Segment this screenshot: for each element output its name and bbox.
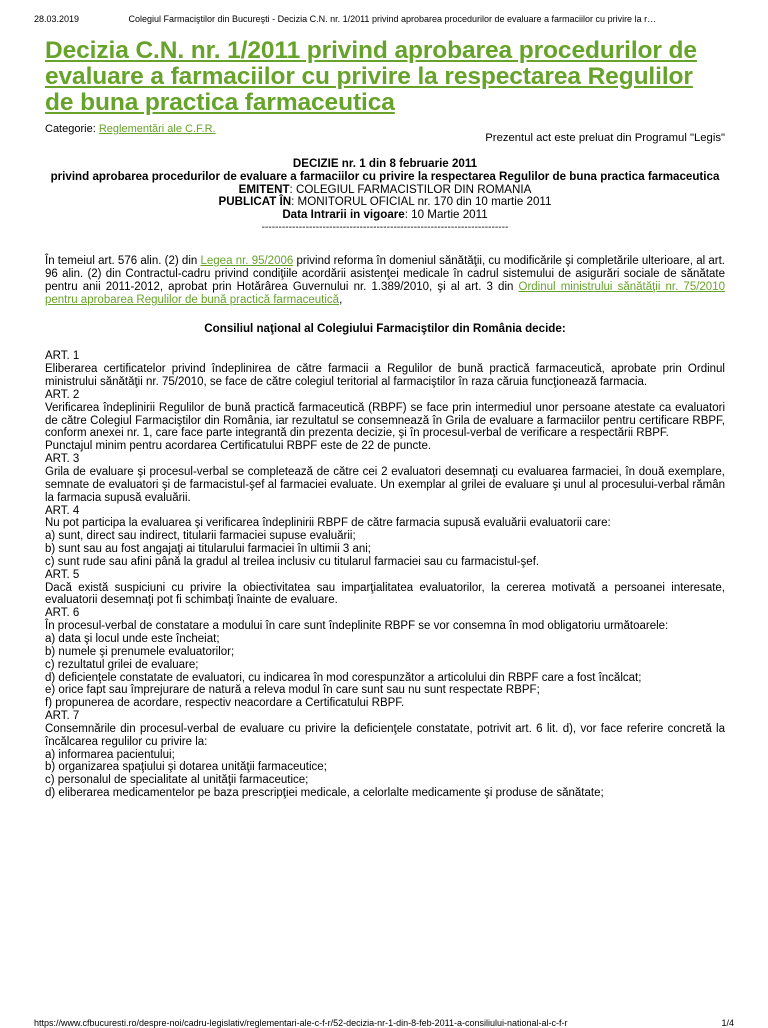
print-header: [34, 14, 734, 24]
intro-text-1: În temeiul art. 576 alin. (2) din: [45, 254, 201, 267]
article-line: Dacă există suspiciuni cu privire la obiectivitatea sau imparţialitatea evaluatorilor, la cererea motivată a persoanei interesate, evaluatorii desemnaţi pot fi schimbaţi înainte de evaluare.: [45, 581, 725, 607]
article-heading: ART. 4: [45, 504, 80, 517]
article-heading: ART. 1: [45, 350, 80, 363]
separator-dashes: -------------------------------------------------------------------------: [261, 221, 509, 233]
publicat-label: PUBLICAT ÎN: [218, 195, 292, 209]
article-line: b) organizarea spaţiului şi dotarea unităţii farmaceutice;: [45, 761, 327, 774]
legis-note: Prezentul act este preluat din Programul "Legis": [485, 132, 725, 144]
article-line: a) informarea pacientului;: [45, 748, 175, 761]
category-label: Categorie:: [45, 123, 96, 135]
article-line: c) personalul de specialitate al unităţii farmaceutice;: [45, 774, 309, 787]
article-line: Grila de evaluare şi procesul-verbal se completează de către cei 2 evaluatori desemnaţi cu evaluarea farmaciei, în două exemplare, semnate de evaluatori şi de farmacistul-şef al farmaciei evaluate. Un exemplar al grilei de evaluare şi unul al procesului-verbal rămân la farmacia supusă evaluării.: [45, 466, 725, 504]
print-date: 28.03.2019: [34, 14, 80, 24]
article-line: Nu pot participa la evaluarea şi verificarea îndeplinirii RBPF de către farmacia supusă evaluării evaluatorii care:: [45, 517, 611, 530]
intro-text-2: privind reforma în domeniul sănătăţii, cu modificările şi completările ulterioare, al art. 96 alin. (2) din Contractul-cadru privind condiţiile acordării asistenţei medicale în cadrul sistemului de asigurări sociale de sănătate pentru anii 2011-2012, aprobat prin Hotărârea Guvernului nr. 1.389/2010, şi al art. 3 din: [45, 254, 725, 293]
article-line: e) orice fapt sau împrejurare de natură a releva modul în care sunt sau nu sunt respectate RBPF;: [45, 684, 540, 697]
category-link[interactable]: Reglementări ale C.F.R.: [98, 123, 216, 135]
article-line: Consemnările din procesul-verbal de evaluare cu privire la deficienţele constatate, potrivit art. 6 lit. d), vor face referire concretă la încălcarea regulilor cu privire la:: [45, 722, 725, 748]
article-title[interactable]: [45, 38, 725, 116]
print-url: https://www.cfbucuresti.ro/despre-noi/cadru-legislativ/reglementari-ale-c-f-r/52-decizia-nr-1-din-8-feb-2011-a-consiliului-national-al-c-f-r: [34, 1018, 568, 1028]
article-line: Verificarea îndeplinirii Regulilor de bună practică farmaceutică (RBPF) se face prin intermediul unor persoane atestate ca evaluatori de către Colegiul Farmaciştilor din România, iar rezultatul se consemnează în Grila de evaluare a farmaciilor pentru certificare RBPF, conform anexei nr. 1, care face parte integrantă din prezenta decizie, şi în procesul-verbal de verificare a respectării RBPF.: [45, 401, 725, 440]
article-heading: ART. 3: [45, 453, 80, 466]
intro-paragraph: [45, 255, 725, 307]
category: [45, 123, 216, 135]
article-line: Punctajul minim pentru acordarea Certificatului RBPF este de 22 de puncte.: [45, 440, 432, 453]
decision-subject: privind aprobarea procedurilor de evaluare a farmaciilor cu privire la respectarea Regulilor de buna practica farmaceutica: [50, 169, 720, 183]
article-line: a) data şi locul unde este încheiat;: [45, 632, 220, 645]
intro-text-3: ,: [339, 293, 343, 306]
emitent-label: EMITENT: [238, 182, 290, 196]
order-75-2010-link[interactable]: Ordinul ministrului sănătăţii nr. 75/2010 pentru aprobarea Regulilor de bună practică farmaceutică: [45, 280, 725, 306]
article-line: a) sunt, direct sau indirect, titularii farmaciei supuse evaluării;: [45, 530, 356, 543]
articles-body: [45, 350, 725, 800]
print-page-title: Colegiul Farmaciştilor din Bucureşti - Decizia C.N. nr. 1/2011 privind aprobarea procedurilor de evaluare a farmaciilor cu privire la r…: [128, 14, 657, 24]
article-line: d) deficienţele constatate de evaluatori, cu indicarea în mod corespunzător a articolului din RBPF care a fost încălcat;: [45, 671, 642, 684]
article-heading: ART. 7: [45, 710, 80, 723]
article-line: b) sunt sau au fost angajaţi ai titularului farmaciei în ultimii 3 ani;: [45, 543, 371, 556]
article-line: b) numele şi prenumele evaluatorilor;: [45, 645, 235, 658]
decision-header: [45, 158, 725, 235]
article-line: În procesul-verbal de constatare a modului în care sunt îndeplinite RBPF se vor consemna în mod obligatoriu următoarele:: [45, 620, 669, 633]
law-95-2006-link[interactable]: Legea nr. 95/2006: [200, 254, 294, 267]
article-line: c) rezultatul grilei de evaluare;: [45, 658, 199, 671]
article-line: Eliberarea certificatelor privind îndeplinirea de către farmacii a Regulilor de bună practică farmaceutică, aprobate prin Ordinul ministrului sănătăţii nr. 75/2010, se face de către colegiul teritorial al farmaciştilor în raza căruia funcţionează farmacia.: [45, 363, 725, 389]
print-footer: [34, 1018, 734, 1028]
article-line: f) propunerea de acordare, respectiv neacordare a Certificatului RBPF.: [45, 697, 405, 710]
article-content: [45, 38, 725, 800]
article-line: d) eliberarea medicamentelor pe baza prescripţiei medicale, a celorlalte medicamente şi produse de sănătate;: [45, 787, 604, 800]
article-heading: ART. 5: [45, 568, 80, 581]
publicat-value: : MONITORUL OFICIAL nr. 170 din 10 martie 2011: [291, 195, 552, 209]
council-decides: Consiliul naţional al Colegiului Farmaciştilor din România decide:: [204, 322, 566, 336]
article-heading: ART. 6: [45, 607, 80, 620]
emitent-value: : COLEGIUL FARMACISTILOR DIN ROMANIA: [289, 182, 532, 196]
meta-row: [45, 123, 725, 157]
intrare-line: [45, 209, 725, 222]
article-title-text[interactable]: Decizia C.N. nr. 1/2011 privind aprobarea procedurilor de evaluare a farmaciilor cu privire la respectarea Regulilor de buna practica farmaceutica: [45, 37, 697, 116]
page-number: 1/4: [721, 1018, 734, 1028]
article-heading: ART. 2: [45, 388, 80, 401]
intrare-value: : 10 Martie 2011: [404, 208, 488, 222]
decision-number: DECIZIE nr. 1 din 8 februarie 2011: [292, 157, 478, 170]
intrare-label: Data Intrarii in vigoare: [282, 208, 405, 222]
article-line: c) sunt rude sau afini până la gradul al treilea inclusiv cu titularul farmaciei sau cu farmacistul-şef.: [45, 555, 540, 568]
